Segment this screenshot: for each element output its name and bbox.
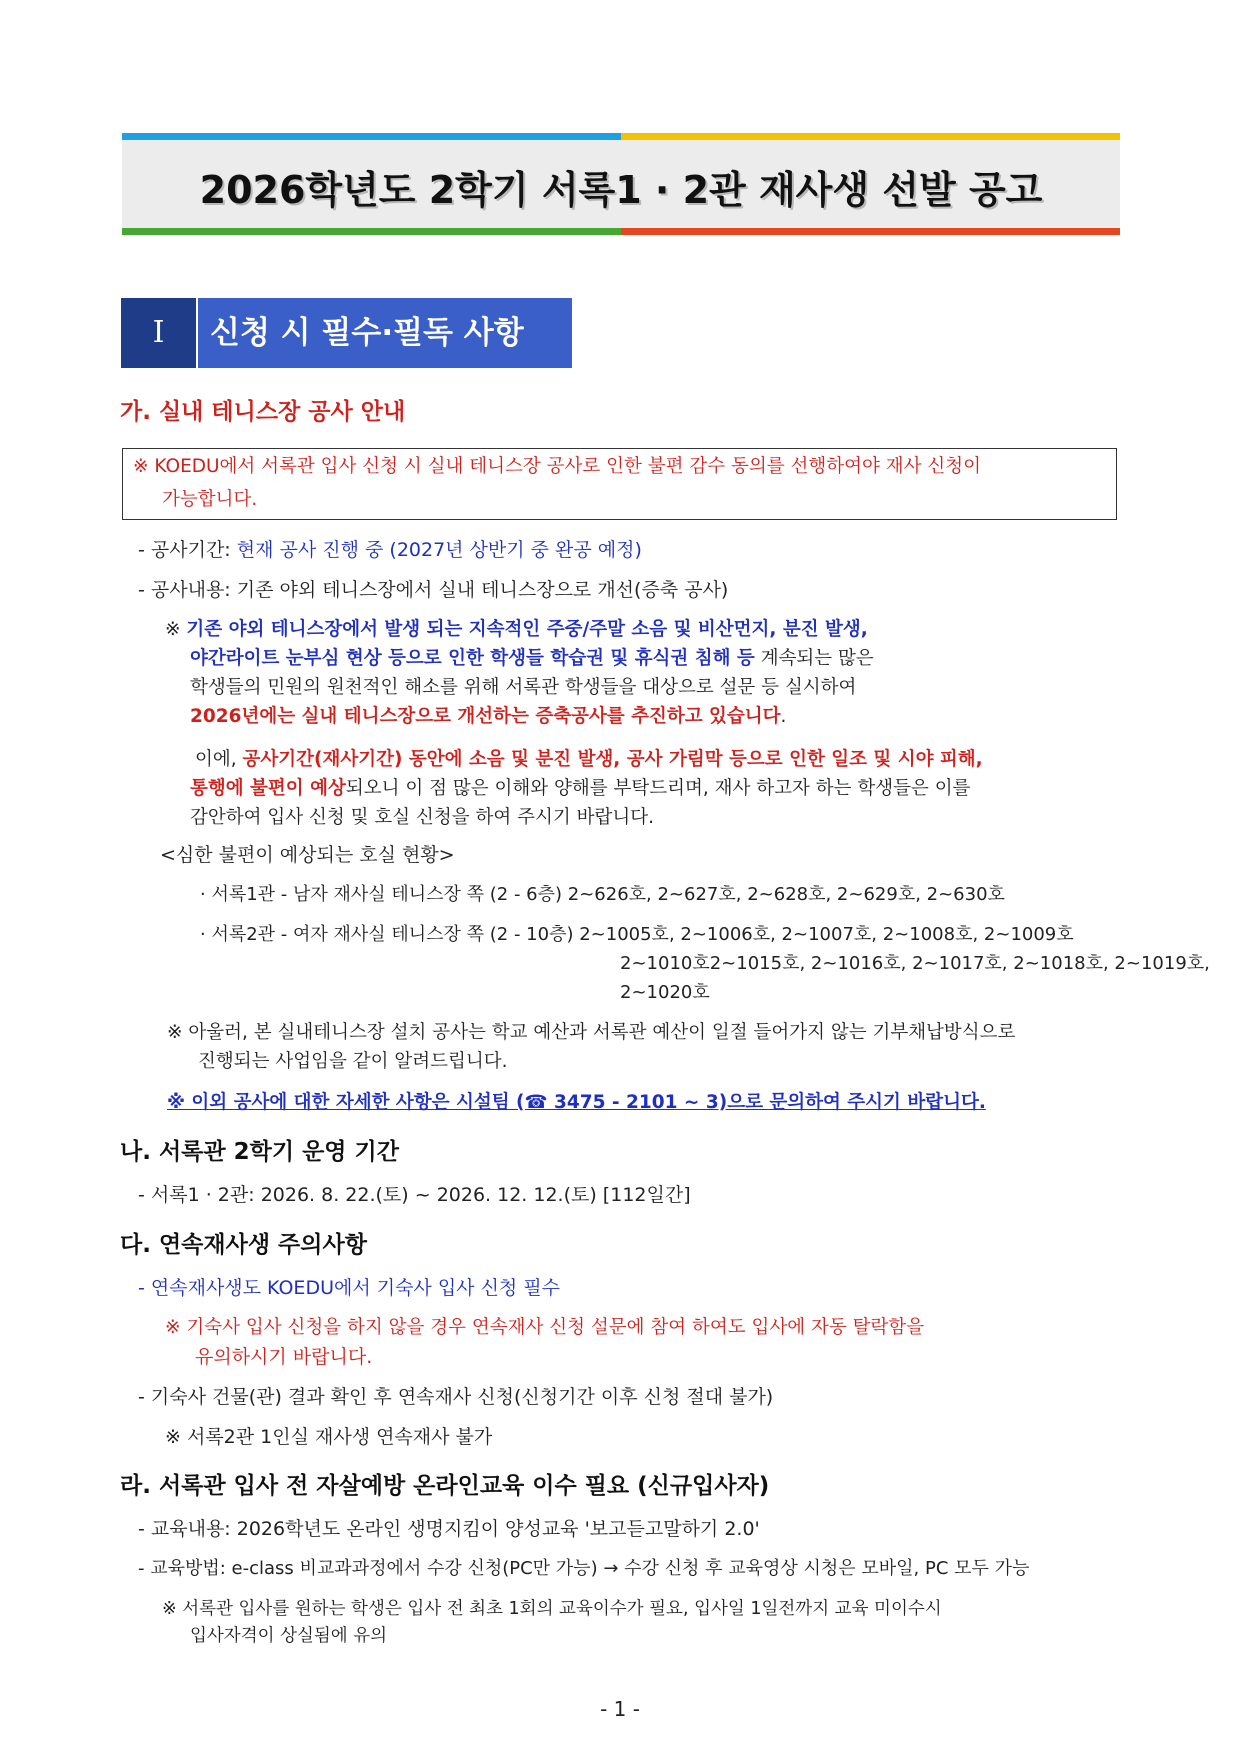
da-line-4: - 기숙사 건물(관) 결과 확인 후 연속재사 신청(신청기간 이후 신청 절대 불가) [138, 1386, 774, 1408]
contact-line: ※ 이외 공사에 대한 자세한 사항은 시설팀 (☎ 3475 - 2101 ~ 3)으로 문의하여 주시기 바랍니다. [167, 1092, 986, 1113]
extra-line-2: 진행되는 사업임을 같이 알려드립니다. [198, 1051, 508, 1072]
p1-line-4-red: 2026년에는 실내 테니스장으로 개선하는 증축공사를 추진하고 있습니다 [190, 706, 781, 727]
ra-line-2: - 교육방법: e-class 비교과과정에서 수강 신청(PC만 가능) → 수강 신청 후 교육영상 시청은 모바일, PC 모두 가능 [138, 1558, 1030, 1579]
p2-line-3: 감안하여 입사 신청 및 호실 신청을 하여 주시기 바랍니다. [190, 807, 654, 828]
page-number: - 1 - [600, 1697, 640, 1721]
p2-line-2 [190, 774, 970, 804]
extra-line-1: ※ 아울러, 본 실내테니스장 설치 공사는 학교 예산과 서록관 예산이 일절 들어가지 않는 기부채납방식으로 [167, 1022, 1016, 1043]
p1-line-4 [190, 702, 786, 732]
p1-line-4-end: . [780, 706, 787, 727]
period-line [138, 535, 642, 565]
rooms-seorok2-line-3: 2~1020호 [620, 982, 710, 1003]
na-line-1: - 서록1 · 2관: 2026. 8. 22.(토) ~ 2026. 12. 12.(토) [112일간] [138, 1184, 691, 1206]
p1-line-2-blue: 야간라이트 눈부심 현상 등으로 인한 학생들 학습권 및 휴식권 침해 등 [190, 648, 755, 669]
rooms-seorok1: · 서록1관 - 남자 재사실 테니스장 쪽 (2 - 6층) 2~626호, 2~627호, 2~628호, 2~629호, 2~630호 [200, 884, 1005, 905]
p1-line-2-rest: 계속되는 많은 [754, 648, 874, 669]
content-line: - 공사내용: 기존 야외 테니스장에서 실내 테니스장으로 개선(증축 공사) [138, 579, 729, 601]
p2-line-1-a: 이에, [195, 749, 243, 770]
p1-line-1-text: 기존 야외 테니스장에서 발생 되는 지속적인 주중/주말 소음 및 비산먼지, 분진 발생, [186, 619, 868, 640]
notice-line-1: ※ KOEDU에서 서록관 입사 신청 시 실내 테니스장 공사로 인한 불편 감수 동의를 선행하여야 재사 신청이 [133, 456, 981, 477]
p2-line-2-rest: 되오니 이 점 많은 이해와 양해를 부탁드리며, 재사 하고자 하는 학생들은 이를 [345, 778, 971, 799]
da-line-5: ※ 서록2관 1인실 재사생 연속재사 불가 [165, 1426, 493, 1448]
stripe-top-left [122, 133, 621, 140]
stripe-bottom-left [122, 228, 621, 235]
da-line-3: 유의하시기 바랍니다. [195, 1346, 373, 1368]
section-title: 신청 시 필수·필독 사항 [198, 298, 572, 368]
period-value: 현재 공사 진행 중 (2027년 상반기 중 완공 예정) [236, 539, 642, 561]
notice-line-2: 가능합니다. [162, 489, 258, 510]
ra-line-3: ※ 서록관 입사를 원하는 학생은 입사 전 최초 1회의 교육이수가 필요, 입사일 1일전까지 교육 미이수시 [162, 1599, 942, 1619]
p1-line-2 [190, 644, 874, 674]
section-number: I [121, 298, 196, 368]
heading-na: 나. 서록관 2학기 운영 기간 [120, 1139, 399, 1165]
rooms-seorok2-line-1: · 서록2관 - 여자 재사실 테니스장 쪽 (2 - 10층) 2~1005호, 2~1006호, 2~1007호, 2~1008호, 2~1009호 [200, 924, 1074, 945]
p2-line-2-red: 통행에 불편이 예상 [190, 778, 346, 799]
ra-line-1: - 교육내용: 2026학년도 온라인 생명지킴이 양성교육 '보고듣고말하기 2.0' [138, 1518, 760, 1540]
heading-ga: 가. 실내 테니스장 공사 안내 [120, 399, 406, 425]
p2-line-1 [195, 745, 983, 775]
da-line-2: ※ 기숙사 입사 신청을 하지 않을 경우 연속재사 신청 설문에 참여 하여도 입사에 자동 탈락함을 [165, 1317, 925, 1338]
ra-line-4: 입사자격이 상실됨에 유의 [190, 1626, 388, 1646]
stripe-top-right [621, 133, 1120, 140]
p1-line-3: 학생들의 민원의 원천적인 해소를 위해 서록관 학생들을 대상으로 설문 등 실시하여 [190, 677, 857, 698]
stripe-bottom-right [621, 228, 1120, 235]
p2-line-1-red: 공사기간(재사기간) 동안에 소음 및 분진 발생, 공사 가림막 등으로 인한 일조 및 시야 피해, [242, 749, 983, 770]
title-banner [122, 133, 1120, 235]
heading-da: 다. 연속재사생 주의사항 [120, 1232, 367, 1258]
p1-mark: ※ [165, 619, 187, 640]
p1-line-1 [165, 615, 868, 645]
page-title: 2026학년도 2학기 서록1 · 2관 재사생 선발 공고 [199, 168, 1043, 212]
da-line-1: - 연속재사생도 KOEDU에서 기숙사 입사 신청 필수 [138, 1277, 561, 1299]
rooms-seorok2-line-2: 2~1010호2~1015호, 2~1016호, 2~1017호, 2~1018호, 2~1019호, [620, 953, 1210, 974]
heading-ra: 라. 서록관 입사 전 자살예방 온라인교육 이수 필요 (신규입사자) [120, 1473, 770, 1499]
rooms-heading: <심한 불편이 예상되는 호실 현황> [160, 844, 455, 866]
period-label: - 공사기간: [138, 539, 237, 561]
